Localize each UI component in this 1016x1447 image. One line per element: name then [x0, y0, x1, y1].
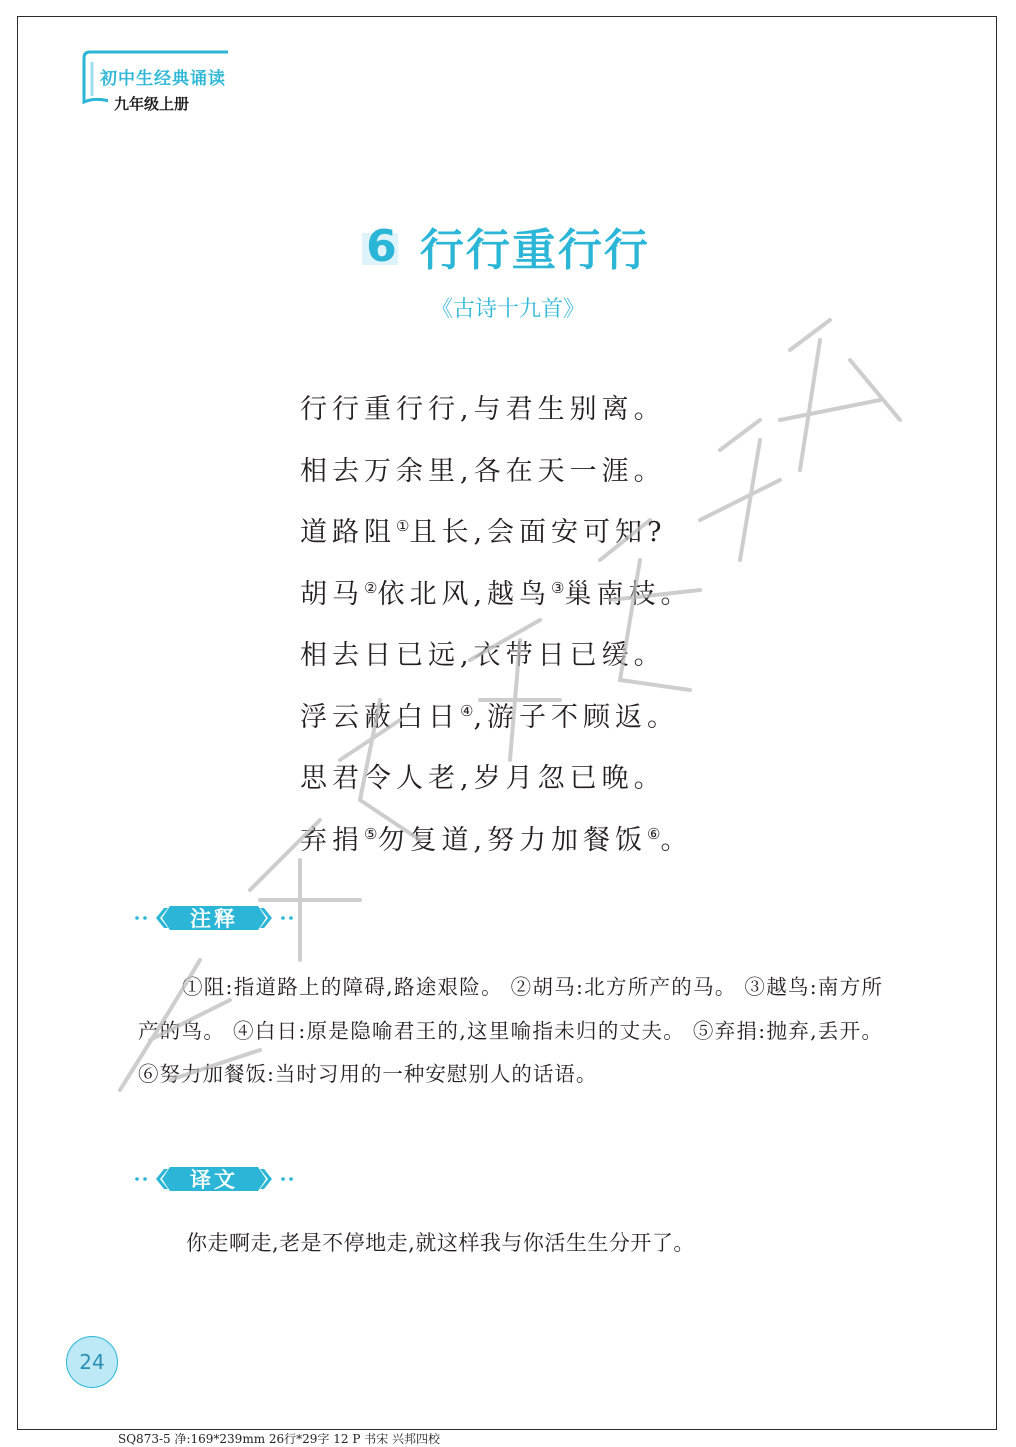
poem-line-text: 勿复道,努力加餐饭	[377, 824, 648, 856]
grade-label: 九年级上册	[114, 95, 190, 113]
poem-line	[300, 450, 693, 512]
notes-heading-badge	[134, 900, 294, 936]
print-imprint: SQ873-5 净:169*239mm 26行*29字 12 P 书宋 兴邦四校	[118, 1432, 441, 1446]
poem-line	[300, 634, 693, 696]
lesson-title-text: 行行重行行	[419, 225, 650, 276]
poem-line	[300, 573, 693, 635]
poem-line-text: 相去日已远,衣带日已缓。	[300, 640, 666, 671]
poem-line	[300, 819, 693, 881]
footnote-marker: ⑤	[364, 824, 378, 843]
series-title: 初中生经典诵读	[100, 69, 226, 89]
poem-line	[300, 511, 693, 573]
poem-line-text: 道路阻	[300, 517, 396, 548]
book-icon	[78, 50, 278, 130]
poem-line	[300, 696, 693, 758]
lesson-title	[0, 214, 1016, 278]
poem-line-text: 依北风,越鸟	[377, 578, 552, 610]
poem-body	[300, 388, 693, 880]
poem-line-text: 浮云蔽白日	[300, 701, 460, 733]
translation-heading: 译文	[190, 1168, 238, 1192]
poem-line-text: 相去万余里,各在天一涯。	[300, 455, 666, 487]
translation-text: 你走啊走,老是不停地走,就这样我与你活生生分开了。	[186, 1231, 695, 1255]
footnote-marker: ④	[460, 701, 474, 720]
poem-line-text: 思君令人老,岁月忽已晚。	[300, 763, 666, 794]
poem-line	[300, 757, 693, 819]
page-number: 24	[66, 1336, 118, 1388]
poem-line-text: 。	[660, 824, 693, 856]
footnote-marker: ③	[551, 578, 565, 597]
poem-line-text: 胡马	[300, 578, 364, 610]
footnote-marker: ②	[364, 578, 378, 597]
series-header	[78, 50, 278, 130]
poem-line-text: 巢南枝。	[564, 578, 693, 610]
translation-heading-badge	[134, 1161, 294, 1197]
notes-heading: 注释	[190, 907, 238, 931]
poem-line-text: 行行重行行,与君生别离。	[300, 394, 666, 425]
poem-line	[300, 388, 693, 450]
footnote-marker: ①	[396, 517, 410, 535]
notes-text: ①阻:指道路上的障碍,路途艰险。 ②胡马:北方所产的马。 ③越鸟:南方所产的鸟。 ④白日:原是隐喻君王的,这里喻指未归的丈夫。 ⑤弃捐:抛弃,丢开。 ⑥努力加餐饭:当时习用的一种安慰别人的话语。	[138, 975, 883, 1086]
poem-line-text: ,游子不顾返。	[473, 701, 680, 733]
lesson-number: 6	[366, 220, 397, 272]
lesson-number-block	[366, 221, 397, 272]
footnote-marker: ⑥	[647, 824, 661, 843]
poem-line-text: 且长,会面安可知?	[409, 517, 667, 548]
poem-line-text: 弃捐	[300, 824, 364, 856]
poem-source: 《古诗十九首》	[430, 297, 585, 322]
